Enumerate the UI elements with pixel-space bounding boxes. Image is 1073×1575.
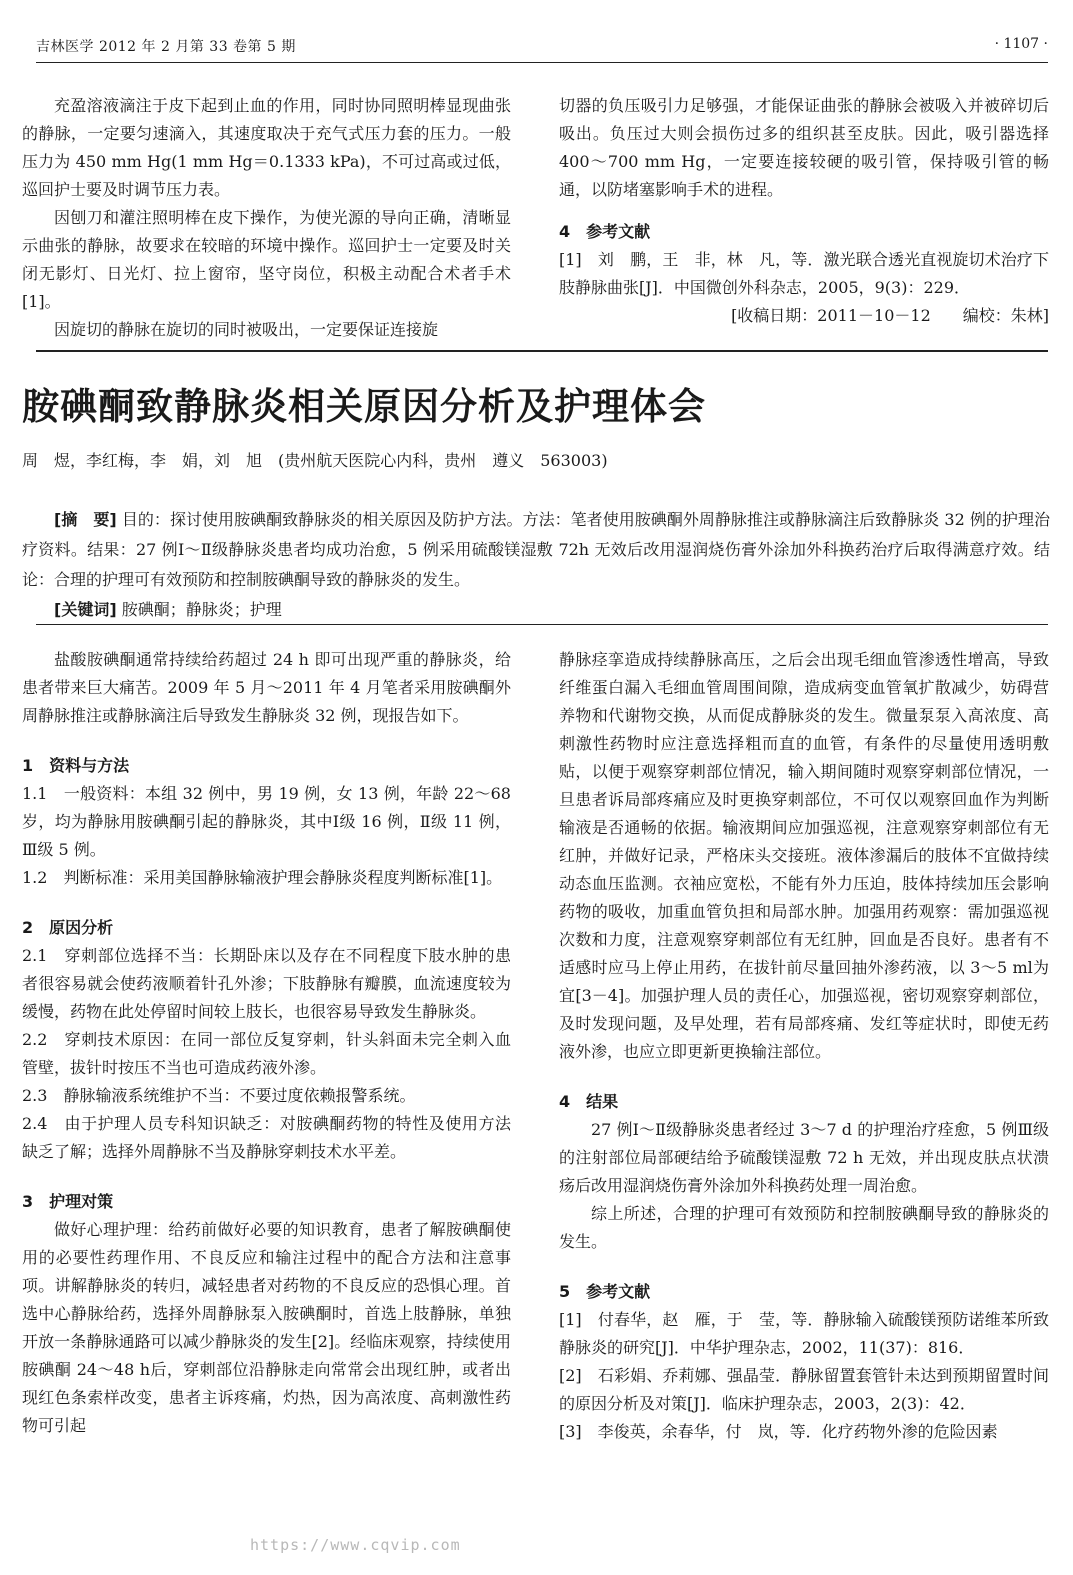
reference-item: [1] 付春华，赵 雁，于 莹，等．静脉输入硫酸镁预防诺维苯所致静脉炎的研究[J]．中华护理杂志，2002，11(37)：816． (559, 1310, 1049, 1357)
section-heading-2: 2 原因分析 (22, 918, 114, 937)
subsection-2-3: 2.3 静脉输液系统维护不当：不要过度依赖报警系统。 (22, 1086, 416, 1105)
article-separator (36, 350, 1048, 352)
abstract-separator (36, 624, 1048, 625)
subsection-1-1: 1.1 一般资料：本组 32 例中，男 19 例，女 13 例，年龄 22～68 岁，均为静脉用胺碘酮引起的静脉炎，其中Ⅰ级 16 例，Ⅱ级 11 例，Ⅲ级 5 例。 (22, 784, 511, 859)
subsection-2-2: 2.2 穿刺技术原因：在同一部位反复穿刺，针头斜面未完全刺入血管壁，拔针时按压不当也可造成药液外渗。 (22, 1030, 511, 1077)
received-date: [收稿日期：2011－10－12 编校：朱林] (731, 306, 1049, 325)
reference-item: [3] 李俊英，余春华，付 岚，等．化疗药物外渗的危险因素 (559, 1422, 998, 1441)
prev-article-right-column (559, 92, 1049, 330)
right-column-paragraph: 静脉痉挛造成持续静脉高压，之后会出现毛细血管渗透性增高，导致纤维蛋白漏入毛细血管周围间隙，造成病变血管氧扩散减少，妨碍营养物和代谢物交换，从而促成静脉炎的发生。微量泵泵入高浓度、高刺激性药物时应注意选择粗而直的血管，有条件的尽量使用透明敷贴，以便于观察穿刺部位情况，输入期间随时观察穿刺部位情况，一旦患者诉局部疼痛应及时更换穿刺部位，不可仅以观察回血作为判断输液是否通畅的依据。输液期间应加强巡视，注意观察穿刺部位有无红肿，并做好记录，严格床头交接班。液体渗漏后的肢体不宜做持续动态血压监测。衣袖应宽松，不能有外力压迫，肢体持续加压会影响药物的吸收，加重血管负担和局部水肿。加强用药观察：需加强巡视次数和力度，注意观察穿刺部位有无红肿，回血是否良好。患者有不适感时应马上停止用药，在拔针前尽量回抽外渗药液，以 3～5 ml为宜[3－4]。加强护理人员的责任心，加强巡视，密切观察穿刺部位，及时发现问题，及早处理，若有局部疼痛、发红等症状时，即使无药液外渗，也应立即更新更换输注部位。 (559, 650, 1049, 1061)
subsection-2-1: 2.1 穿刺部位选择不当：长期卧床以及存在不同程度下肢水肿的患者很容易就会使药液顺着针孔外渗；下肢静脉有瓣膜，血流速度较为缓慢，药物在此处停留时间较上肢长，也很容易导致发生静脉炎。 (22, 946, 511, 1021)
article-title: 胺碘酮致静脉炎相关原因分析及护理体会 (22, 385, 706, 428)
prev-paragraph: 因刨刀和灌注照明棒在皮下操作，为使光源的导向正确，清晰显示曲张的静脉，故要求在较暗的环境中操作。巡回护士一定要及时关闭无影灯、日光灯、拉上窗帘，坚守岗位，积极主动配合术者手术[1]。 (22, 208, 511, 311)
prev-ref-heading: 4 参考文献 (559, 222, 651, 241)
header-rule (36, 62, 1048, 63)
section-heading-3: 3 护理对策 (22, 1192, 114, 1211)
subsection-2-4: 2.4 由于护理人员专科知识缺乏：对胺碘酮药物的特性及使用方法缺乏了解；选择外周静脉不当及静脉穿刺技术水平差。 (22, 1114, 511, 1161)
prev-paragraph: 切器的负压吸引力足够强，才能保证曲张的静脉会被吸入并被碎切后吸出。负压过大则会损伤过多的组织甚至皮肤。因此，吸引器选择 400～700 mm Hg，一定要连接较硬的吸引管，保持吸引管的畅通，以防堵塞影响手术的进程。 (559, 96, 1049, 199)
intro-paragraph: 盐酸胺碘酮通常持续给药超过 24 h 即可出现严重的静脉炎，给患者带来巨大痛苦。2009 年 5 月～2011 年 4 月笔者采用胺碘酮外周静脉推注或静脉滴注后导致发生静脉炎 32 例，现报告如下。 (22, 650, 511, 725)
section-heading-5: 5 参考文献 (559, 1282, 651, 1301)
subsection-1-2: 1.2 判断标准：采用美国静脉输液护理会静脉炎程度判断标准[1]。 (22, 868, 503, 887)
prev-paragraph: 因旋切的静脉在旋切的同时被吸出，一定要保证连接旋 (54, 320, 439, 339)
author-line: 周 煜，李红梅，李 娟，刘 旭 (贵州航天医院心内科，贵州 遵义 563003) (22, 451, 608, 470)
running-header (36, 36, 1048, 60)
section-heading-4: 4 结果 (559, 1092, 619, 1111)
prev-paragraph: 充盈溶液滴注于皮下起到止血的作用，同时协同照明棒显现曲张的静脉，一定要匀速滴入，其速度取决于充气式压力套的压力。一般压力为 450 mm Hg(1 mm Hg＝0.1333 kPa)，不可过高或过低，巡回护士要及时调节压力表。 (22, 96, 511, 199)
watermark: https://www.cqvip.com (250, 1536, 461, 1554)
section-3-text: 做好心理护理：给药前做好必要的知识教育，患者了解胺碘酮使用的必要性药理作用、不良反应和输注过程中的配合方法和注意事项。讲解静脉炎的转归，减轻患者对药物的不良反应的恐惧心理。首选中心静脉给药，选择外周静脉泵入胺碘酮时，首选上肢静脉，单独开放一条静脉通路可以减少静脉炎的发生[2]。经临床观察，持续使用胺碘酮 24～48 h后，穿刺部位沿静脉走向常常会出现红肿，或者出现红色条索样改变，患者主诉疼痛，灼热，因为高浓度、高刺激性药物可引起 (22, 1220, 511, 1435)
reference-item: [2] 石彩娟、乔莉娜、强晶莹．静脉留置套管针未达到预期留置时间的原因分析及对策[J]．临床护理杂志，2003，2(3)：42． (559, 1366, 1049, 1413)
section-heading-1: 1 资料与方法 (22, 756, 130, 775)
article-left-column (22, 646, 511, 1440)
prev-article-left-column (22, 92, 511, 344)
page-number: · 1107 · (994, 36, 1048, 52)
keywords-text: 胺碘酮；静脉炎；护理 (121, 600, 282, 619)
abstract-text: 目的：探讨使用胺碘酮致静脉炎的相关原因及防护方法。方法：笔者使用胺碘酮外周静脉推注或静脉滴注后致静脉炎 32 例的护理治疗资料。结果：27 例Ⅰ～Ⅱ级静脉炎患者均成功治愈，5 例采用硫酸镁湿敷 72h 无效后改用湿润烧伤膏外涂加外科换药治疗后取得满意疗效。结论：合理的护理可有效预防和控制胺碘酮导致的静脉炎的发生。 (22, 510, 1050, 589)
conclusion-text: 综上所述，合理的护理可有效预防和控制胺碘酮导致的静脉炎的发生。 (559, 1204, 1049, 1251)
keywords-label: [关键词] (54, 600, 117, 619)
prev-reference: [1] 刘 鹏，王 非，林 凡，等．激光联合透光直视旋切术治疗下肢静脉曲张[J]．中国微创外科杂志，2005，9(3)：229． (559, 250, 1049, 297)
results-text: 27 例Ⅰ～Ⅱ级静脉炎患者经过 3～7 d 的护理治疗痊愈，5 例Ⅲ级的注射部位局部硬结给予硫酸镁湿敷 72 h 无效，并出现皮肤点状溃疡后改用湿润烧伤膏外涂加外科换药处理一周治愈。 (559, 1120, 1049, 1195)
abstract-block (22, 505, 1050, 625)
journal-info: 吉林医学 2012 年 2 月第 33 卷第 5 期 (36, 39, 296, 55)
article-right-column (559, 646, 1049, 1446)
abstract-label: [摘 要] (54, 510, 117, 529)
